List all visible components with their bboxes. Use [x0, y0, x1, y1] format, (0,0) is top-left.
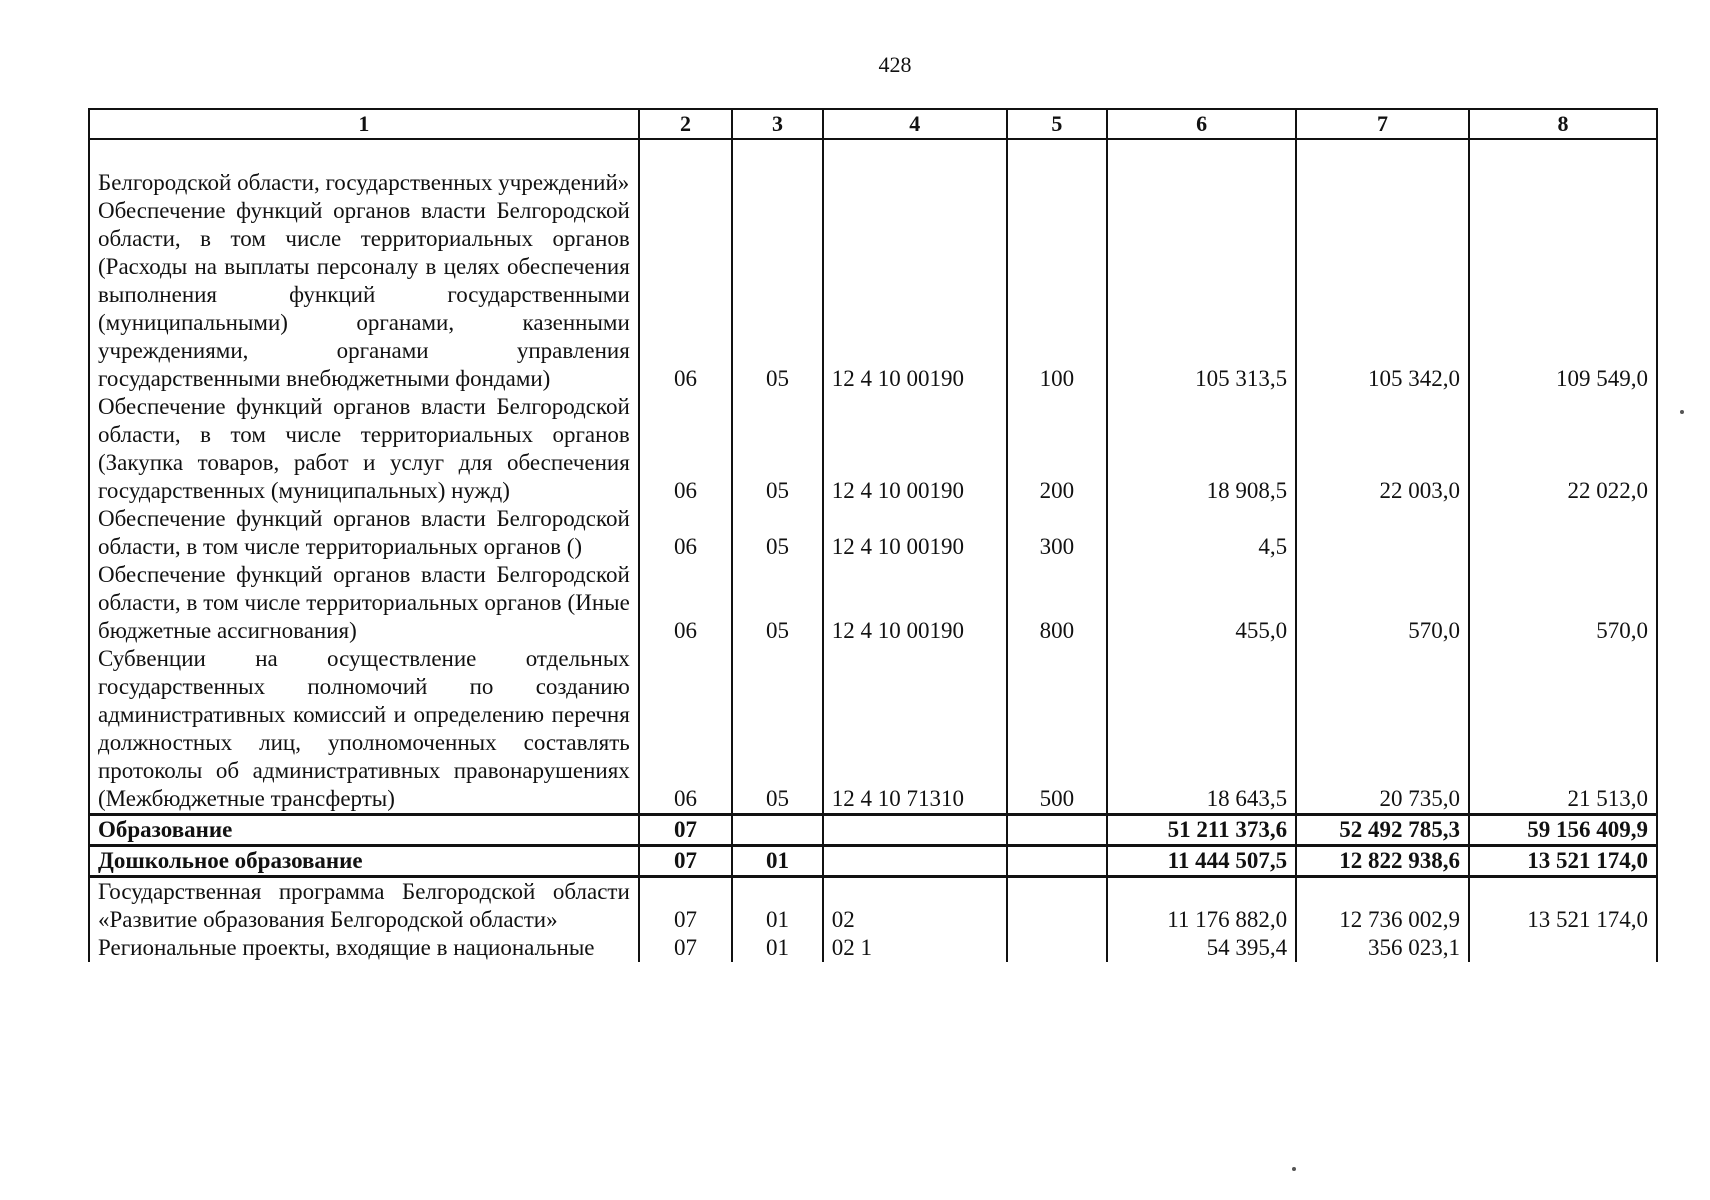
row-name: Обеспечение функций органов власти Белгородской области, в том числе территориальных органов (Закупка товаров, работ и услуг для обеспечения государственных (муниципальных) нужд): [89, 393, 639, 505]
row-value-7: 52 492 785,3: [1296, 815, 1469, 846]
table-row: [89, 505, 1657, 561]
header-row: [89, 109, 1657, 139]
row-name: Обеспечение функций органов власти Белгородской области, в том числе территориальных органов (Иные бюджетные ассигнования): [89, 561, 639, 645]
row-value-8: 59 156 409,9: [1469, 815, 1657, 846]
row-rz: 07: [639, 846, 732, 877]
row-value-6: 18 908,5: [1107, 393, 1296, 505]
row-value-6: 455,0: [1107, 561, 1296, 645]
row-vr: [1007, 846, 1108, 877]
row-rz: 06: [639, 197, 732, 393]
row-value-6: 51 211 373,6: [1107, 815, 1296, 846]
row-rz: 06: [639, 505, 732, 561]
scan-speck: [1680, 410, 1684, 414]
row-value-8: 21 513,0: [1469, 645, 1657, 815]
row-rz: 07: [639, 877, 732, 935]
row-value-8: 22 022,0: [1469, 393, 1657, 505]
row-value-6: [1107, 139, 1296, 197]
row-csr: [823, 846, 1007, 877]
col-header-3: 3: [732, 109, 822, 139]
row-value-6: 4,5: [1107, 505, 1296, 561]
row-pr: 05: [732, 645, 822, 815]
row-value-7: [1296, 505, 1469, 561]
col-header-7: 7: [1296, 109, 1469, 139]
row-rz: [639, 139, 732, 197]
row-value-8: [1469, 505, 1657, 561]
row-rz: 07: [639, 934, 732, 962]
row-pr: [732, 139, 822, 197]
row-value-7: 12 736 002,9: [1296, 877, 1469, 935]
row-value-8: 13 521 174,0: [1469, 877, 1657, 935]
row-name: Белгородской области, государственных учреждений»: [89, 139, 639, 197]
row-pr: 05: [732, 197, 822, 393]
table-row: [89, 645, 1657, 815]
row-pr: 01: [732, 934, 822, 962]
row-value-7: 570,0: [1296, 561, 1469, 645]
row-vr: [1007, 139, 1108, 197]
row-vr: 800: [1007, 561, 1108, 645]
row-vr: 100: [1007, 197, 1108, 393]
table-row-total: [89, 846, 1657, 877]
table-row: [89, 877, 1657, 935]
row-rz: 06: [639, 393, 732, 505]
row-csr: 12 4 10 00190: [823, 505, 1007, 561]
row-value-7: 22 003,0: [1296, 393, 1469, 505]
row-value-6: 105 313,5: [1107, 197, 1296, 393]
row-name: Субвенции на осуществление отдельных государственных полномочий по созданию административных комиссий и определению перечня должностных лиц, уполномоченных составлять протоколы об административных правонарушениях (Межбюджетные трансферты): [89, 645, 639, 815]
row-value-6: 18 643,5: [1107, 645, 1296, 815]
table-row: [89, 934, 1657, 962]
table-row: [89, 197, 1657, 393]
row-value-6: 54 395,4: [1107, 934, 1296, 962]
col-header-6: 6: [1107, 109, 1296, 139]
row-vr: 300: [1007, 505, 1108, 561]
row-vr: [1007, 877, 1108, 935]
row-value-7: [1296, 139, 1469, 197]
budget-table: [88, 108, 1658, 962]
row-csr: 02 1: [823, 934, 1007, 962]
row-csr: [823, 815, 1007, 846]
row-csr: 12 4 10 00190: [823, 197, 1007, 393]
row-name: Образование: [89, 815, 639, 846]
row-rz: 06: [639, 645, 732, 815]
row-value-6: 11 444 507,5: [1107, 846, 1296, 877]
row-vr: 500: [1007, 645, 1108, 815]
row-vr: [1007, 934, 1108, 962]
row-value-8: 570,0: [1469, 561, 1657, 645]
row-value-8: [1469, 139, 1657, 197]
col-header-1: 1: [89, 109, 639, 139]
col-header-2: 2: [639, 109, 732, 139]
row-name: Обеспечение функций органов власти Белгородской области, в том числе территориальных органов (): [89, 505, 639, 561]
row-name: Региональные проекты, входящие в национальные: [89, 934, 639, 962]
table-row: [89, 139, 1657, 197]
row-rz: 07: [639, 815, 732, 846]
row-csr: [823, 139, 1007, 197]
row-pr: 05: [732, 505, 822, 561]
row-value-8: 109 549,0: [1469, 197, 1657, 393]
row-csr: 12 4 10 00190: [823, 393, 1007, 505]
row-vr: 200: [1007, 393, 1108, 505]
col-header-5: 5: [1007, 109, 1108, 139]
row-value-7: 356 023,1: [1296, 934, 1469, 962]
row-rz: 06: [639, 561, 732, 645]
row-value-8: 13 521 174,0: [1469, 846, 1657, 877]
table-row: [89, 561, 1657, 645]
row-name: Государственная программа Белгородской области «Развитие образования Белгородской области»: [89, 877, 639, 935]
row-pr: [732, 815, 822, 846]
row-value-7: 12 822 938,6: [1296, 846, 1469, 877]
row-value-7: 20 735,0: [1296, 645, 1469, 815]
scan-speck: [1292, 1167, 1296, 1171]
row-value-6: 11 176 882,0: [1107, 877, 1296, 935]
row-pr: 01: [732, 877, 822, 935]
page-number: 428: [878, 52, 912, 77]
row-csr: 02: [823, 877, 1007, 935]
row-csr: 12 4 10 00190: [823, 561, 1007, 645]
row-pr: 01: [732, 846, 822, 877]
row-pr: 05: [732, 561, 822, 645]
row-value-8: [1469, 934, 1657, 962]
row-vr: [1007, 815, 1108, 846]
table-row: [89, 393, 1657, 505]
row-pr: 05: [732, 393, 822, 505]
row-name: Обеспечение функций органов власти Белгородской области, в том числе территориальных органов (Расходы на выплаты персоналу в целях обеспечения выполнения функций государственными (муниципальными) органами, казенными учреждениями, органами управления государственными внебюджетными фондами): [89, 197, 639, 393]
col-header-8: 8: [1469, 109, 1657, 139]
row-value-7: 105 342,0: [1296, 197, 1469, 393]
col-header-4: 4: [823, 109, 1007, 139]
row-csr: 12 4 10 71310: [823, 645, 1007, 815]
table-row-total: [89, 815, 1657, 846]
row-name: Дошкольное образование: [89, 846, 639, 877]
